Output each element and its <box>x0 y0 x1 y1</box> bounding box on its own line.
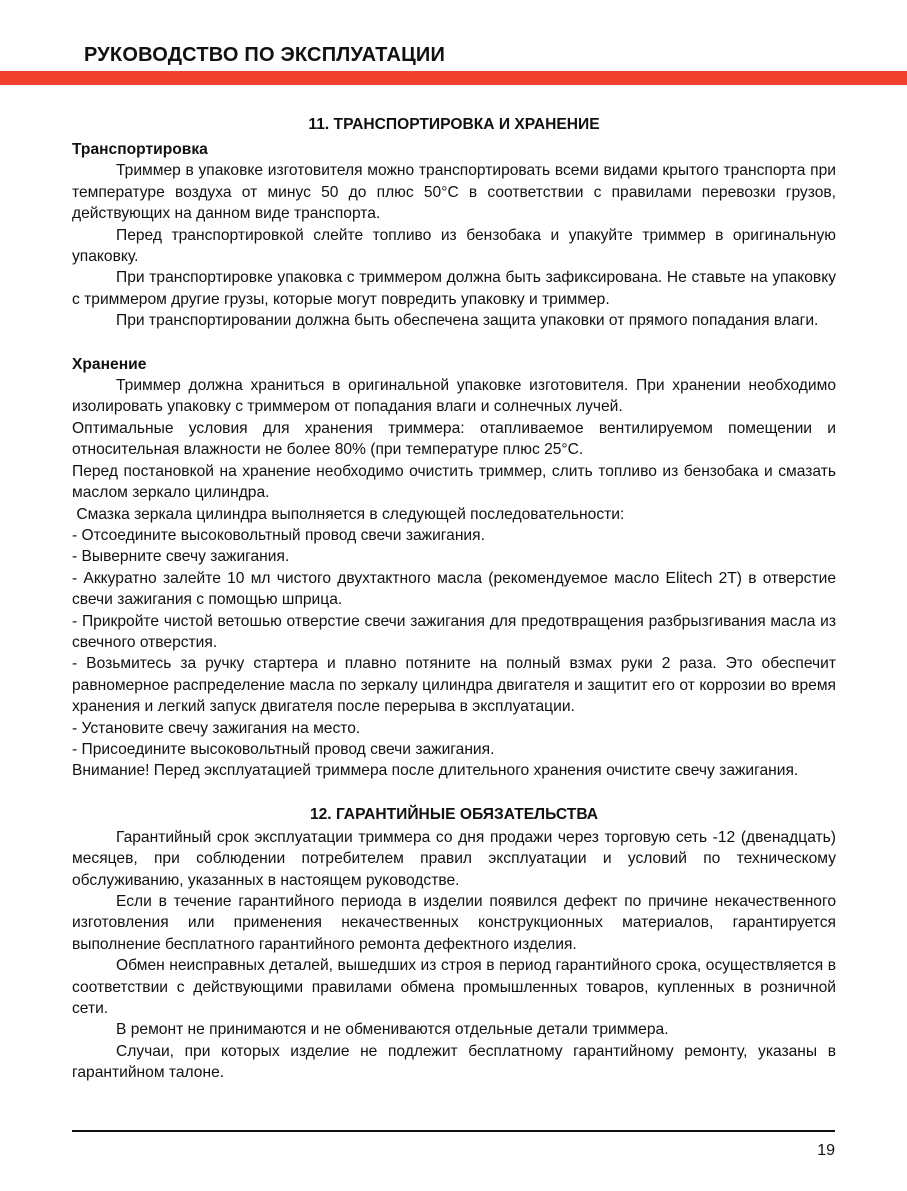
storage-subtitle: Хранение <box>72 355 147 373</box>
storage-intro: Триммер должна храниться в оригинальной упаковке изготовителя. При хранении необходимо изолировать упаковку с триммером от попадания влаги и солнечных лучей. <box>72 377 836 416</box>
warranty-paragraph: Случаи, при которых изделие не подлежит бесплатному гарантийному ремонту, указаны в гарантийном талоне. <box>72 1042 836 1082</box>
storage-line: Смазка зеркала цилиндра выполняется в следующей последовательности: <box>72 505 625 523</box>
warranty-paragraph: Обмен неисправных деталей, вышедших из строя в период гарантийного срока, осуществляется в соответствии с действующими правилами обмена промышленных товаров, купленных в розничной сети. <box>72 957 836 1018</box>
header-red-bar <box>0 71 907 85</box>
storage-step: - Аккуратно залейте 10 мл чистого двухтактного масла (рекомендуемое масло Elitech 2T) в отверстие свечи зажигания с помощью шприца. <box>72 569 836 609</box>
warranty-paragraph: Если в течение гарантийного периода в изделии появился дефект по причине некачественного изготовления или применения некачественных конструкционных материалов, гарантируется выполнение бесплатного гарантийного ремонта дефектного изделия. <box>72 893 836 953</box>
transport-paragraph: При транспортировке упаковка с триммером должна быть зафиксирована. Не ставьте на упаковку с триммером другие грузы, которые могут повредить упаковку и триммер. <box>72 269 836 308</box>
storage-step: - Прикройте чистой ветошью отверстие свечи зажигания для предотвращения разбрызгивания масла из свечного отверстия. <box>72 612 836 651</box>
transport-paragraph: Триммер в упаковке изготовителя можно транспортировать всеми видами крытого транспорта при температуре воздуха от минус 50 до плюс 50°С в соответствии с правилами перевозки грузов, действующих на данном виде транспорта. <box>72 162 836 223</box>
warranty-paragraph: В ремонт не принимаются и не обмениваются отдельные детали триммера. <box>116 1021 669 1039</box>
transport-subtitle: Транспортировка <box>72 141 208 158</box>
transport-paragraph: При транспортировании должна быть обеспечена защита упаковки от прямого попадания влаги. <box>116 312 819 330</box>
page-number: 19 <box>817 1142 835 1159</box>
spacer <box>72 782 836 800</box>
spacer <box>72 332 836 354</box>
page-content <box>72 110 836 1084</box>
section-11-title: 11. ТРАНСПОРТИРОВКА И ХРАНЕНИЕ <box>308 116 600 133</box>
storage-line: Перед постановкой на хранение необходимо очистить триммер, слить топливо из бензобака и смазать маслом зеркало цилиндра. <box>72 462 836 502</box>
storage-step: - Возьмитесь за ручку стартера и плавно потяните на полный взмах руки 2 раза. Это обеспечит равномерное распределение масла по зеркалу цилиндра двигателя и защитит его от коррозии во время хранения и легкий запуск двигателя после перерыва в эксплуатации. <box>72 655 836 716</box>
page-header-title: РУКОВОДСТВО ПО ЭКСПЛУАТАЦИИ <box>84 44 446 66</box>
storage-step: - Отсоедините высоковольтный провод свечи зажигания. <box>72 526 485 544</box>
storage-step: - Присоедините высоковольтный провод свечи зажигания. <box>72 740 495 758</box>
footer-divider <box>72 1130 835 1132</box>
storage-step: - Установите свечу зажигания на место. <box>72 719 361 737</box>
storage-line: Оптимальные условия для хранения триммера: отапливаемое вентилируемом помещении и относительная влажности не более 80% (при температуре плюс 25°С. <box>72 419 836 459</box>
warranty-paragraph: Гарантийный срок эксплуатации триммера со дня продажи через торговую сеть -12 (двенадцать) месяцев, при соблюдении потребителем правил эксплуатации и условий по техническому обслуживанию, указанных в настоящем руководстве. <box>72 828 836 889</box>
section-12-title: 12. ГАРАНТИЙНЫЕ ОБЯЗАТЕЛЬСТВА <box>309 805 599 823</box>
storage-warning: Внимание! Перед эксплуатацией триммера после длительного хранения очистите свечу зажигания. <box>72 762 799 780</box>
storage-step: - Выверните свечу зажигания. <box>72 548 290 566</box>
transport-paragraph: Перед транспортировкой слейте топливо из бензобака и упакуйте триммер в оригинальную упаковку. <box>72 226 836 266</box>
